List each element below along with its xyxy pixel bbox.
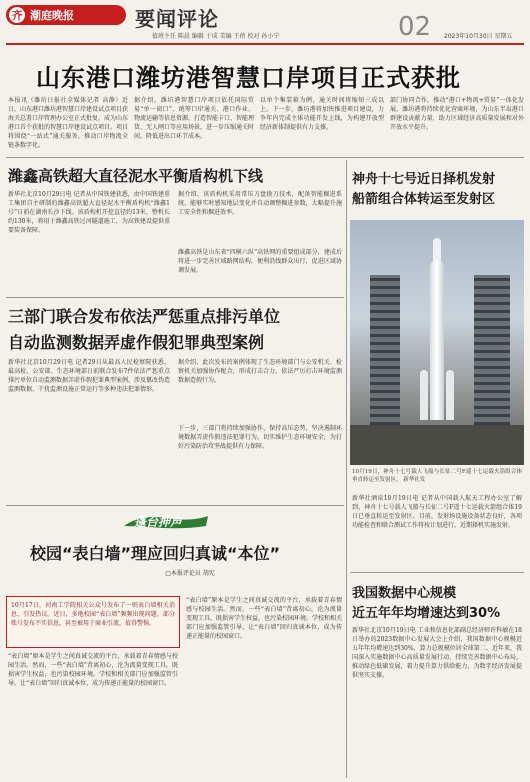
column-byline: □本报评论员 胡宪 [165,570,215,577]
divider [6,505,344,506]
newspaper-logo [6,5,126,25]
datacenter-headline-2: 近五年年均增速达到30% [352,606,501,621]
pull-quote-box [6,596,180,648]
pollution-col-3: 下一步，三部门将持续加强协作，保持高压态势，坚决遏制环境数据弄虚作假违法犯罪行为，切实维护生态环境安全，为打好污染防治攻坚战提供有力保障。 [178,425,342,450]
datacenter-body: 新华社北京10月19日电 工业和信息化部副总经济师许科敏在18日举办的2023数据中心发展大会上介绍，我国数据中心规模近五年年均增速达到30%，算力总规模位居全球第二。近年来，我国深入实施数据中心高质量发展行动，持续完善数据中心布局，推动绿色低碳发展，着力提升算力供给能力，为数字经济发展提供坚实支撑。 [352,627,522,679]
rocket-launch-photo [350,220,524,465]
masthead [0,0,530,44]
lead-col-4: 部门协同合作，推动“港口+物流+贸易”一体化发展，潍坊港将持续优化营商环境，为山东半岛港口群建设贡献力量，助力区域经济高质量发展和对外开放水平提升。 [390,97,524,131]
divider [350,572,524,573]
lead-col-3: 以单个集装箱为例，通关时间将缩短三成以上。下一步，潍坊港将加快推进项目建设，力争年内完成主体功能开发上线，为构建开放型经济新体制提供有力支撑。 [260,97,384,131]
tbm-col-2: 据介绍，该盾构机采用常压刀盘换刀技术，配备智能掘进系统，能够实时感知地层变化并自动调整掘进参数，大幅提升施工安全性和掘进效率。 [178,191,342,216]
logo-mark-icon: 齐 [9,7,25,23]
datacenter-headline-1: 我国数据中心规模 [352,586,457,601]
lead-col-1: 本报讯（潍坊日报社全媒体记者 高静）近日，山东港口潍坊港智慧口岸建设试点项目获海关总署口岸管理办公室正式批复，成为山东港口首个获批的智慧口岸建设试点项目。项目将围绕“一站式”通关服务，推动口岸物流全链条数字化。 [8,97,128,148]
pollution-col-2: 据介绍，此次发布的案例体现了生态环境部门与公安机关、检察机关加强协作配合，形成打击合力，依法严厉打击环境监测数据造假行为。 [178,359,342,384]
tbm-headline: 潍鑫高铁超大直径泥水平衡盾构机下线 [8,167,264,185]
pollution-col-1: 新华社北京10月29日电 记者29日从最高人民检察院获悉，最高检、公安部、生态环境部日前联合发布7件依法严惩重点排污单位自动监测数据弄虚作假犯罪典型案例，涉及篡改伪造监测数据、干扰监测设施正常运行等多种违法犯罪情形。 [8,359,170,393]
pollution-headline-1: 三部门联合发布依法严惩重点排污单位 [8,307,281,326]
pull-quote: 10月17日，河南工学院相关公众号发布了一则表白墙相关消息，引发热议。近日，多地校园“表白墙”频频出现问题，部分账号发布不实信息，甚至被用于商业引流，值得警惕。 [11,602,175,627]
tbm-col-1: 新华社北京10月29日电 记者从中国铁建获悉，由中国铁建重工集团自主研制的潍鑫高铁超大直径泥水平衡盾构机“潍鑫1号”日前在湖南长沙下线。该盾构机开挖直径约13米，整机长约130米，将用于潍鑫高铁过河隧道施工，为高铁建设提供重要装备保障。 [8,191,170,234]
rocket-body [430,260,444,420]
column-banner-label: 蓬台抻声 [134,515,183,529]
tbm-col-3: 潍鑫高铁是山东省“四横六纵”高铁网的重要组成部分，建成后将进一步完善区域路网结构，便利沿线群众出行，促进区域协调发展。 [178,249,342,274]
section-title: 要闻评论 [135,7,219,31]
column-headline: 校园“表白墙”理应回归真诚“本位” [30,544,281,563]
masthead-rule [6,43,524,45]
column-body-2: “表白墙”原本是学生之间真诚交流的平台，承载着青春情感与校园生活。然而，一些“表白墙”背离初心，沦为流量变现工具，既损害学生权益，也污染校园环境。学校和相关部门应加强监管引导，让“表白墙”回归真诚本位，成为传递正能量的校园窗口。 [186,597,342,640]
column-body-1: “表白墙”原本是学生之间真诚交流的平台，承载着青春情感与校园生活。然而，一些“表白墙”背离初心，沦为流量变现工具，既损害学生权益，也污染校园环境。学校和相关部门应加强监管引导，让“表白墙”回归真诚本位，成为传递正能量的校园窗口。 [8,653,178,687]
shenzhou-headline-1: 神舟十七号近日择机发射 [352,172,496,187]
column-banner [120,512,212,530]
page-number: 02 [398,12,432,42]
pollution-headline-2: 自动监测数据弄虚作假犯罪典型案例 [8,333,265,352]
launch-pad [350,425,524,465]
divider [6,297,344,298]
newspaper-name: 潮庭晚报 [30,9,74,22]
shenzhou-headline-2: 船箭组合体转运至发射区 [352,192,496,207]
issue-date: 2023年10月30日 星期五 [444,33,513,40]
rocket-booster-left [420,370,428,420]
staff-credits: 值班主任 陈晨 编辑 于成 美编 王蓓 校对 孙小宁 [152,33,280,40]
shenzhou-body: 新华社酒泉10月19日电 记者从中国载人航天工程办公室了解到，神舟十七号载人飞船与长征二号F遥十七运载火箭组合体19日已垂直转运至发射区。目前，发射场设施设备状态良好，各项功能检查和联合测试工作将按计划进行，近期择机实施发射。 [352,495,522,529]
photo-caption: 10月19日，神舟十七号载人飞船与长征二号F遥十七运载火箭组合体垂直转运至发射区。 新华社发 [352,469,522,483]
column-divider [346,160,347,778]
divider [6,157,524,158]
rocket-booster-right [446,370,454,420]
lead-col-2: 据介绍，潍坊港智慧口岸项目依托国际贸易“单一窗口”，统筹口岸通关、港口作业、物流运输等信息资源，打造智能卡口、智能理货、无人闸口等应用场景，进一步压缩通关时间、降低进出口环节成本。 [134,97,254,140]
lead-headline: 山东港口潍坊港智慧口岸项目正式获批 [36,64,461,92]
